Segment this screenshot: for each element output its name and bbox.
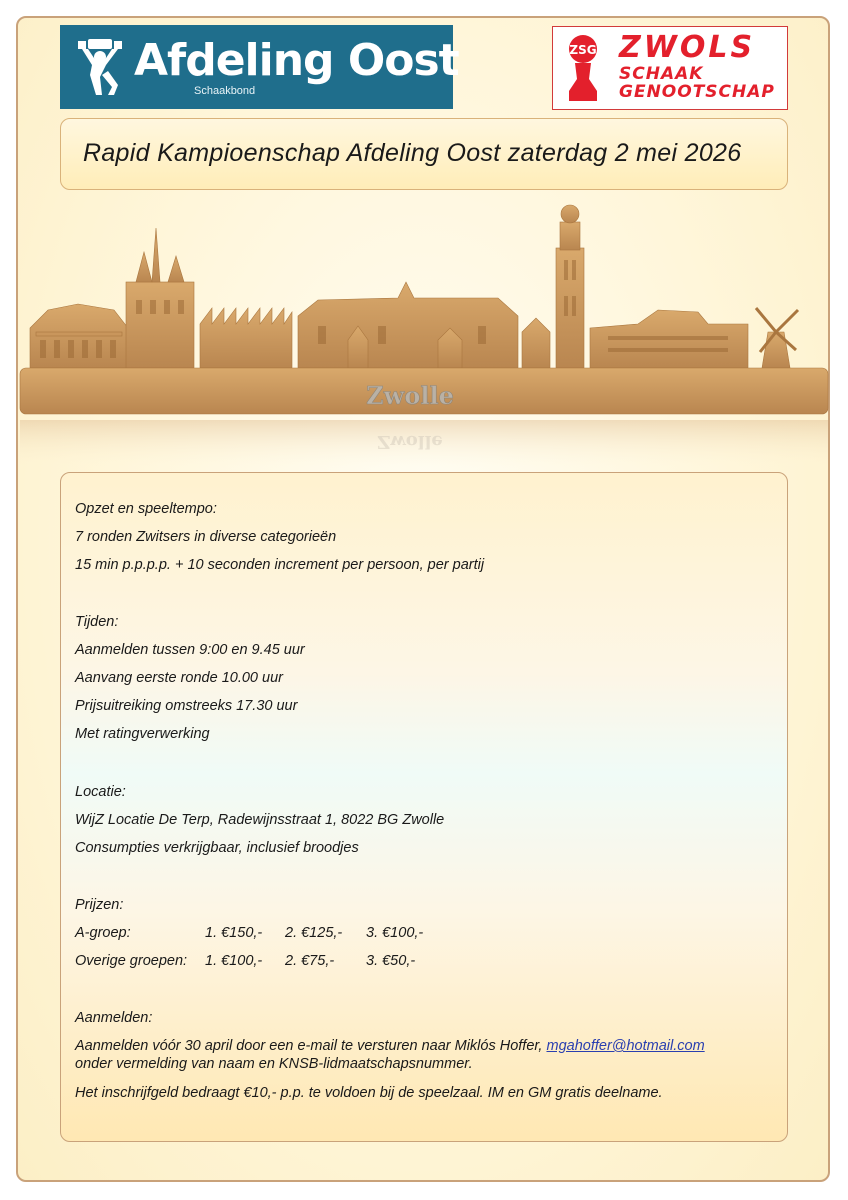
skyline-caption: Zwolle [366,381,454,410]
page-title: Rapid Kampioenschap Afdeling Oost zaterdag 2 mei 2026 [83,139,742,167]
zsg-line-1: ZWOLS [619,30,756,65]
chess-player-icon [72,35,128,99]
afdeling-oost-sub: Schaakbond [194,85,256,97]
aanmelden-line-1 [75,1037,705,1055]
zsg-logo [552,26,788,110]
locatie-line-1: WijZ Locatie De Terp, Radewijnsstraat 1, 8022 BG Zwolle [75,812,445,828]
tijden-line: Prijsuitreiking omstreeks 17.30 uur [75,698,298,714]
prize-1: 1. €100,- [205,953,263,969]
aanmelden-text: Aanmelden vóór 30 april door een e-mail te versturen naar Miklós Hoffer, [75,1038,547,1054]
afdeling-oost-logo [60,25,459,109]
prize-2: 2. €75,- [285,953,335,969]
zsg-monogram: ZSG [569,43,597,57]
zsg-line-2: SCHAAK [619,64,704,84]
skyline-reflection-caption: Zwolle [377,431,443,452]
prize-2: 2. €125,- [285,925,343,941]
pawn-icon [559,33,607,103]
locatie-heading: Locatie: [75,784,126,800]
opzet-heading: Opzet en speeltempo: [75,501,217,517]
prize-group-label: A-groep: [75,925,131,941]
aanmelden-line-3: Het inschrijfgeld bedraagt €10,- p.p. te voldoen bij de speelzaal. IM en GM gratis deelname. [75,1085,663,1101]
aanmelden-line-2: onder vermelding van naam en KNSB-lidmaatschapsnummer. [75,1056,473,1072]
info-box [60,472,788,1142]
opzet-line-2: 15 min p.p.p.p. + 10 seconden increment per persoon, per partij [75,557,485,573]
locatie-line-2: Consumpties verkrijgbaar, inclusief broodjes [75,840,359,856]
tijden-line: Aanmelden tussen 9:00 en 9.45 uur [75,642,305,658]
title-box [60,118,788,190]
afdeling-oost-name: Afdeling Oost [134,35,459,86]
prize-3: 3. €50,- [366,953,416,969]
tijden-line: Aanvang eerste ronde 10.00 uur [75,670,283,686]
tijden-line: Met ratingverwerking [75,726,210,742]
prize-3: 3. €100,- [366,925,424,941]
opzet-line-1: 7 ronden Zwitsers in diverse categorieën [75,529,337,545]
email-link[interactable]: mgahoffer@hotmail.com [546,1038,705,1054]
tijden-heading: Tijden: [75,614,119,630]
prize-group-label: Overige groepen: [75,953,188,969]
prijzen-heading: Prijzen: [75,897,124,913]
aanmelden-heading: Aanmelden: [75,1010,153,1026]
zwolle-skyline-illustration [18,200,830,470]
prize-1: 1. €150,- [205,925,263,941]
zsg-line-3: GENOOTSCHAP [619,82,775,102]
